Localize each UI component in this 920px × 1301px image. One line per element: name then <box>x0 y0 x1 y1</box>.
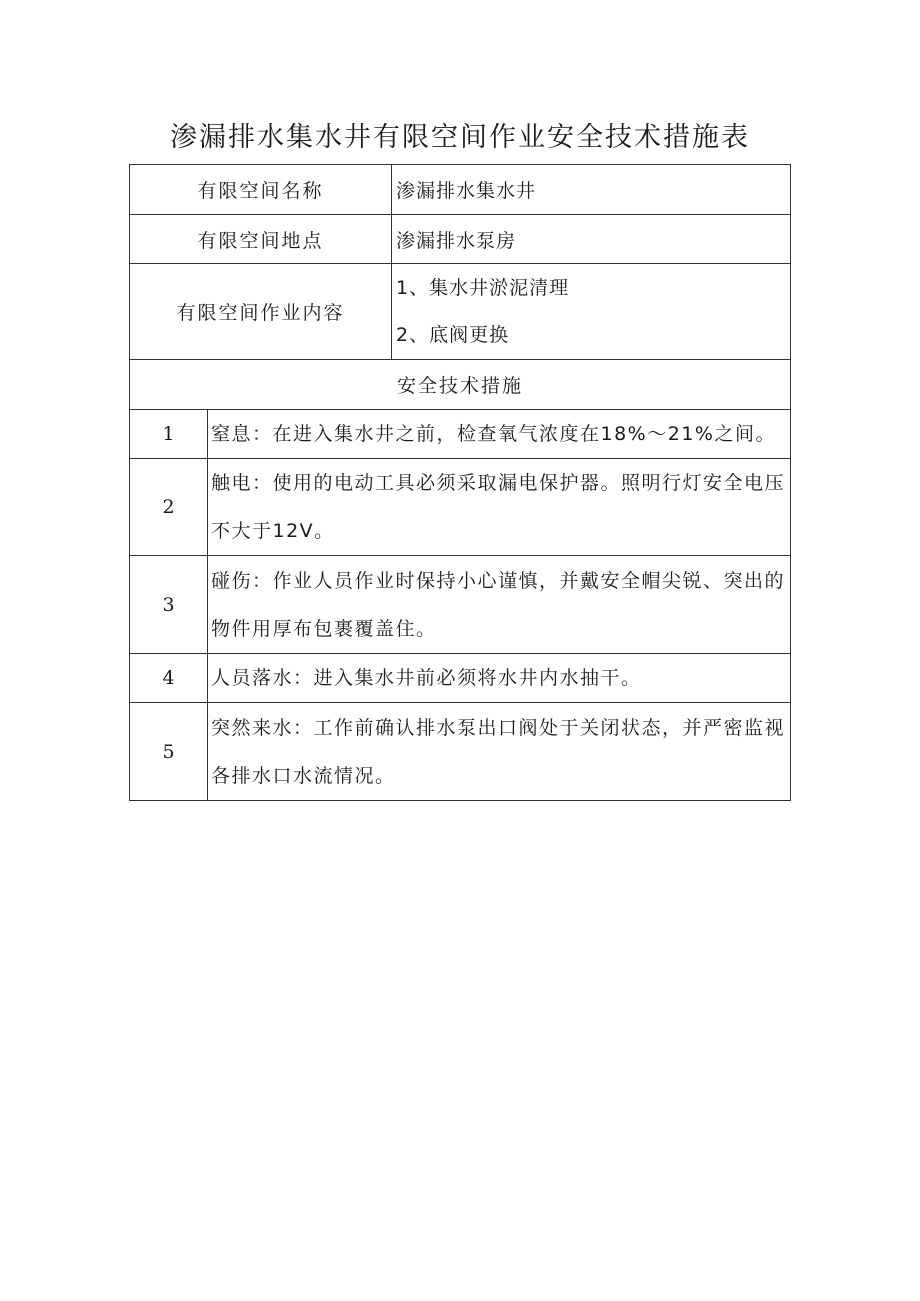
measure-number: 4 <box>130 654 208 703</box>
space-location-value: 渗漏排水泵房 <box>392 215 791 264</box>
measure-text: 碰伤：作业人员作业时保持小心谨慎，并戴安全帽尖锐、突出的物件用厚布包裹覆盖住。 <box>208 556 791 654</box>
safety-measures-table <box>129 164 791 801</box>
measure-row <box>130 556 791 654</box>
measure-row <box>130 410 791 459</box>
space-name-label: 有限空间名称 <box>130 165 392 215</box>
measure-number: 5 <box>130 703 208 801</box>
measure-number: 2 <box>130 459 208 556</box>
measure-number: 3 <box>130 556 208 654</box>
table-row <box>130 264 791 360</box>
table-row <box>130 165 791 215</box>
measure-text: 人员落水：进入集水井前必须将水井内水抽干。 <box>208 654 791 703</box>
measure-row <box>130 654 791 703</box>
space-name-value: 渗漏排水集水井 <box>392 165 791 215</box>
measure-text: 触电：使用的电动工具必须采取漏电保护器。照明行灯安全电压不大于12V。 <box>208 459 791 556</box>
measure-row <box>130 703 791 801</box>
measure-number: 1 <box>130 410 208 459</box>
work-content-item: 1、集水井淤泥清理 <box>396 276 570 299</box>
table-row <box>130 215 791 264</box>
table-row <box>130 360 791 410</box>
measure-row <box>130 459 791 556</box>
space-location-label: 有限空间地点 <box>130 215 392 264</box>
work-content-label: 有限空间作业内容 <box>130 264 392 360</box>
work-content-item: 2、底阀更换 <box>396 323 510 346</box>
measure-text: 突然来水：工作前确认排水泵出口阀处于关闭状态，并严密监视各排水口水流情况。 <box>208 703 791 801</box>
document-title: 渗漏排水集水井有限空间作业安全技术措施表 <box>170 122 750 153</box>
work-content-value <box>392 264 791 360</box>
measure-text: 窒息：在进入集水井之前，检查氧气浓度在18%～21%之间。 <box>208 410 791 459</box>
section-header: 安全技术措施 <box>130 360 791 410</box>
